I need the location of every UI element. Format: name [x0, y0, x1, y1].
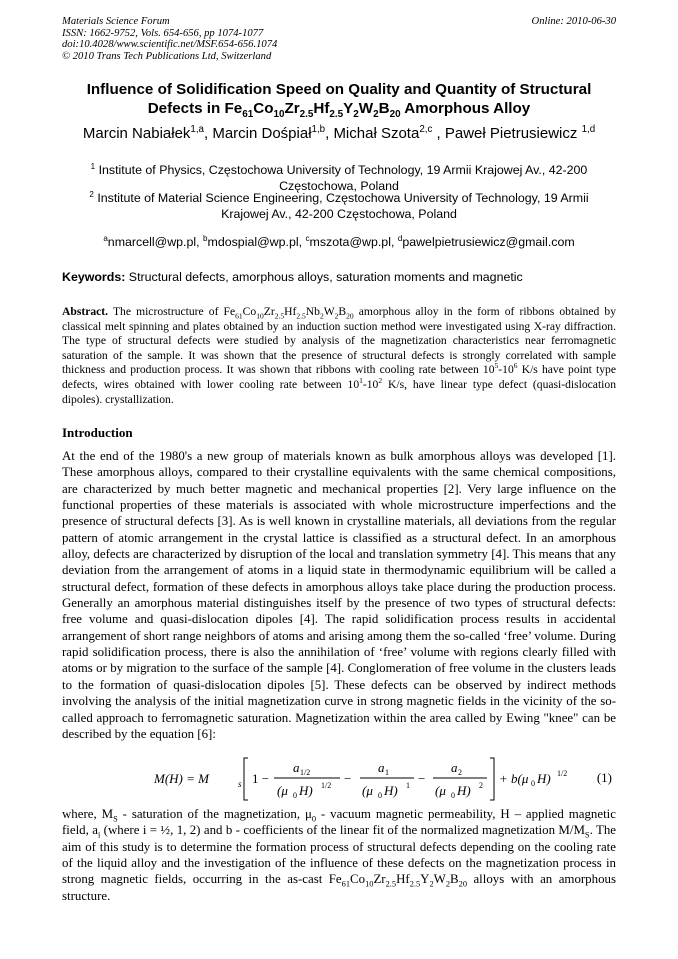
- nb: Nb: [305, 305, 320, 318]
- eq-tail-sub: 0: [531, 779, 535, 788]
- w-sub: 2: [373, 109, 379, 121]
- y: Y: [420, 872, 430, 887]
- eq-pow-2: 1: [406, 781, 410, 790]
- eq-tail-h: H): [537, 771, 551, 786]
- affiliation-text: Institute of Material Science Engineering, Częstochowa University of Technology, 19 Armii Krajowej Av., 42-200 Częstochowa, Poland: [93, 191, 589, 221]
- para-text: where, M: [62, 807, 114, 821]
- zr-sub: 2.5: [274, 311, 285, 321]
- abstract-text: The microstructure of Fe: [108, 305, 236, 318]
- exponent: 2: [378, 376, 383, 386]
- issn-line: ISSN: 1662-9752, Vols. 654-656, pp 1074-1077: [62, 27, 264, 39]
- zr: Zr: [284, 100, 300, 117]
- exponent: 1: [359, 376, 363, 386]
- keywords-label: Keywords:: [62, 270, 126, 284]
- hf: Hf: [396, 872, 410, 887]
- email-sup: c: [305, 233, 310, 243]
- journal-header: [62, 16, 616, 62]
- author-sep: ,: [432, 125, 445, 142]
- author-sup: 1,b: [311, 124, 326, 135]
- email-sup: d: [397, 233, 403, 243]
- eq-one-minus: 1 −: [252, 771, 270, 786]
- para-text: (where i = ½, 1, 2) and b - coefficients of the linear fit of the normalized magnetization M/M: [100, 823, 585, 838]
- w-sub: 2: [445, 879, 451, 889]
- email-sup: a: [103, 233, 108, 243]
- keywords-text: Structural defects, amorphous alloys, saturation moments and magnetic: [125, 270, 523, 284]
- affiliation-num: 1: [90, 161, 96, 171]
- eq-a-half: a: [293, 760, 300, 775]
- author-list: [62, 124, 616, 144]
- fe-sub: 61: [235, 311, 243, 321]
- b-sub: 20: [389, 109, 401, 121]
- zr: Zr: [263, 305, 275, 318]
- eq-mu-1: (μ: [277, 783, 288, 798]
- author: [333, 125, 444, 142]
- sub: S: [584, 830, 590, 840]
- equation-number: (1): [596, 770, 612, 785]
- email-sup: b: [203, 233, 208, 243]
- hf-sub: 2.5: [296, 311, 306, 321]
- para-text: alloys with an amorphous structure.: [62, 872, 616, 903]
- email-address: mdospial@wp.pl,: [207, 235, 306, 249]
- author-sup: 2,c: [419, 124, 433, 135]
- affiliation-2: [72, 190, 606, 222]
- equation-svg: [62, 754, 616, 804]
- y-sub: 2: [353, 109, 359, 121]
- b-sub: 20: [346, 311, 354, 321]
- email-address: pawelpietrusiewicz@gmail.com: [402, 235, 575, 249]
- eq-a1-sub: 1: [385, 768, 389, 777]
- eq-left-bracket: [244, 758, 248, 800]
- eq-lhs: M(H) = M: [154, 771, 209, 786]
- title-line-1: Influence of Solidification Speed on Quality and Quantity of Structural: [86, 81, 592, 98]
- eq-mu-sub-2: 0: [378, 791, 382, 800]
- w: W: [358, 100, 374, 117]
- intro-paragraph-1: At the end of the 1980's a new group of materials known as bulk amorphous alloys was developed [1]. These amorphous alloys, compared to their crystalline equivalents with the same chemical compositions, are characterized by much better magnetic and mechanical properties [2]. Very large influence on the functional properties of these materials is associated with whole microstructure imperfections and the presence of structural defects [3]. As is well known in crystalline materials, all deviations from the regular pattern of atomic arrangement in the crystal lattice is classified as a structural defect. In an amorphous alloy, defects are characterized by disruption of the local and translation symmetry [4]. This means that any deviation from the arrangement of atoms in a liquid state in thermodynamic equilibrium will be called a structural defect, formation of these defects in amorphous alloys take place during the production process. Generally an amorphous material distinguishes itself by the presence of two types of structural defects: free volume and quasi-dislocation dipoles [4]. The rapid solidification process results in accidental arrangement of short range neighbors of atoms and arising among them the so-called ‘free’ volume. During rapid solidification process, there is also the annihilation of ‘free’ volume with regions clearly filled with atoms or by migration to the surface of the sample [4]. Conglomeration of free volume in the clusters leads to the formation of quasi-dislocation dipoles [5]. These defects can be observed by indirect methods involving the analysis of the initial magnetization curve in strong magnetic fields in the vicinity of the so-called approach to ferromagnetic saturation. Magnetization within the area called by Ewing "knee" can be described by the equation [6]:: [62, 449, 616, 741]
- author-name: Michał Szota: [333, 125, 420, 142]
- copyright-line: © 2010 Trans Tech Publications Ltd, Switzerland: [62, 50, 272, 62]
- eq-a1: a: [378, 760, 385, 775]
- co: Co: [253, 100, 274, 117]
- eq-a2: a: [451, 760, 458, 775]
- b: B: [450, 872, 459, 887]
- eq-h-3: H): [457, 783, 471, 798]
- eq-mu-sub-3: 0: [451, 791, 455, 800]
- w: W: [433, 872, 446, 887]
- abstract-label: Abstract.: [62, 305, 109, 318]
- title-text-end: Amorphous Alloy: [404, 100, 531, 117]
- para-text: - saturation of the magnetization, μ: [117, 807, 312, 821]
- co: Co: [350, 872, 366, 887]
- hf-sub: 2.5: [409, 879, 421, 889]
- abstract: [62, 305, 616, 407]
- hf-sub: 2.5: [329, 109, 344, 121]
- w: W: [323, 305, 335, 318]
- co-sub: 10: [365, 879, 374, 889]
- sub: S: [113, 814, 118, 824]
- eq-pow-3: 2: [479, 781, 483, 790]
- w-sub: 2: [334, 311, 339, 321]
- abstract-text: K/s, have linear type defect (quasi-dislocation dipoles). crystallization.: [62, 377, 616, 406]
- author-sup: 1,d: [581, 124, 596, 135]
- keywords: [62, 269, 616, 285]
- zr-sub: 2.5: [299, 109, 314, 121]
- b: B: [378, 100, 390, 117]
- eq-a2-sub: 2: [458, 768, 462, 777]
- hf: Hf: [313, 100, 330, 117]
- zr-sub: 2.5: [385, 879, 397, 889]
- y-sub: 2: [429, 879, 434, 889]
- author: [212, 125, 333, 142]
- author-name: Paweł Pietrusiewicz: [444, 125, 582, 142]
- intro-paragraph-2: [62, 806, 616, 904]
- eq-h-2: H): [384, 783, 398, 798]
- b: B: [338, 305, 347, 318]
- journal-name: Materials Science Forum: [62, 16, 170, 27]
- co-sub: 10: [273, 109, 285, 121]
- sub: 0: [311, 814, 317, 824]
- co: Co: [242, 305, 257, 318]
- sub: i: [97, 830, 101, 840]
- eq-ms-sub: s: [238, 779, 242, 789]
- email-list: [62, 234, 616, 250]
- eq-mu-sub-1: 0: [293, 791, 297, 800]
- co-sub: 10: [256, 311, 264, 321]
- title-line-2: [62, 99, 616, 121]
- abstract-text: -10: [498, 363, 514, 377]
- eq-tail: + b(μ: [499, 771, 529, 786]
- author-sep: ,: [325, 125, 334, 142]
- affiliation-text: Institute of Physics, Częstochowa University of Technology, 19 Armii Krajowej Av., 42-200 Częstochowa, Poland: [95, 163, 588, 193]
- eq-right-bracket: [490, 758, 494, 800]
- para-text: . The aim of this study is to determine the formation process of structural defects depending on the cooling rate of the liquid alloy and the investigation of the influence of these defects on the magnetization process in strong magnetic fields, occurring in the as-cast Fe: [62, 823, 616, 887]
- abstract-text: -10: [362, 377, 379, 391]
- author: [445, 125, 595, 142]
- abstract-text: amorphous alloy in the form of ribbons obtained by classical melt spinning and plates obtained by an induction suction method were investigated using X-ray diffraction. The type of structural defects were studied by analysis of the magnetization characteristics near ferromagnetic saturation of the sample. It was shown that the presence of structural defects is strongly correlated with sample thickness and production process. It was shown that ribbons with cooling rate between 10: [62, 305, 616, 377]
- eq-minus-1: −: [344, 771, 352, 786]
- affiliation-num: 2: [89, 189, 94, 199]
- fe-sub: 61: [242, 109, 254, 121]
- paper-title: [62, 80, 616, 121]
- eq-h-1: H): [299, 783, 313, 798]
- author: [83, 125, 212, 142]
- zr: Zr: [373, 872, 386, 887]
- eq-tail-pow: 1/2: [557, 769, 568, 778]
- author-name: Marcin Nabiałek: [82, 125, 191, 142]
- email-address: nmarcell@wp.pl,: [107, 235, 204, 249]
- para-text: - vacuum magnetic permeability, H – applied magnetic field, a: [62, 807, 616, 838]
- eq-mu-2: (μ: [362, 783, 373, 798]
- author-name: Marcin Dośpiał: [212, 125, 312, 142]
- eq-mu-3: (μ: [435, 783, 446, 798]
- doi-line: doi:10.4028/www.scientific.net/MSF.654-656.1074: [62, 39, 278, 51]
- y: Y: [343, 100, 354, 117]
- abstract-text: K/s have point type defects, wires obtained with lower cooling rate between 10: [62, 363, 616, 391]
- equation-1: [62, 754, 616, 804]
- exponent: 5: [494, 361, 499, 371]
- eq-minus-2: −: [418, 771, 426, 786]
- exponent: 6: [513, 361, 518, 371]
- author-sup: 1,a: [190, 124, 204, 135]
- nb-sub: 2: [319, 311, 324, 321]
- eq-a-half-sub: 1/2: [300, 768, 311, 777]
- online-date: Online: 2010-06-30: [531, 16, 616, 27]
- b-sub: 20: [458, 879, 467, 889]
- fe-sub: 61: [341, 879, 351, 889]
- email-address: mszota@wp.pl,: [309, 235, 398, 249]
- hf: Hf: [284, 305, 297, 318]
- eq-pow-1: 1/2: [321, 781, 332, 790]
- section-heading-introduction: Introduction: [62, 425, 133, 440]
- title-text: Defects in Fe: [147, 100, 243, 117]
- author-sep: ,: [203, 125, 213, 142]
